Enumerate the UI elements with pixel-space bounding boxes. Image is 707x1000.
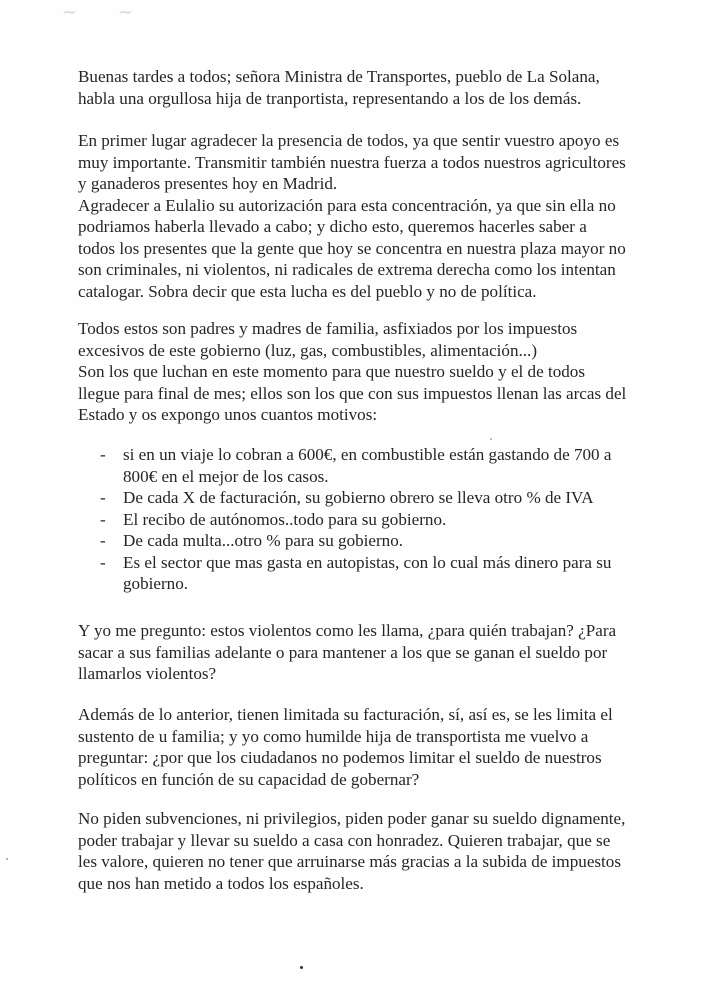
- text-line: si en un viaje lo cobran a 600€, en combustible están gastando de 700 a: [123, 445, 612, 464]
- paragraph-limits: [78, 704, 678, 790]
- text-line: son criminales, ni violentos, ni radicales de extrema derecha como los intentan: [78, 260, 616, 279]
- scan-artifact: ~: [118, 2, 134, 23]
- text-line: habla una orgullosa hija de tranportista, representando a los de los demás.: [78, 88, 582, 108]
- text-line: sacar a sus familias adelante o para mantener a los que se ganan el sueldo por: [78, 642, 608, 662]
- text-line: llegue para final de mes; ellos son los que con sus impuestos llenan las arcas del: [78, 383, 627, 403]
- text-line: El recibo de autónomos..todo para su gobierno.: [123, 509, 447, 529]
- text-line: les valore, quieren no tener que arruinarse más gracias a la subida de impuestos: [78, 852, 622, 871]
- scan-speck: [300, 966, 303, 969]
- paragraph-question: [78, 620, 678, 685]
- scan-artifact: ~: [62, 2, 78, 23]
- list-item: [100, 552, 660, 595]
- text-line: Agradecer a Eulalio su autorización para esta concentración, ya que sin ella no: [78, 195, 616, 215]
- scan-speck: [6, 858, 8, 860]
- list-item: [100, 509, 660, 531]
- text-line: y ganaderos presentes hoy en Madrid.: [78, 174, 338, 193]
- text-line: preguntar: ¿por que los ciudadanos no podemos limitar el sueldo de nuestros: [78, 748, 602, 767]
- text-line: 800€ en el mejor de los casos.: [123, 466, 329, 486]
- text-line: llamarlos violentos?: [78, 664, 217, 683]
- bullet-dash: -: [100, 531, 106, 550]
- list-item: [100, 444, 660, 487]
- text-line: excesivos de este gobierno (luz, gas, combustibles, alimentación...): [78, 340, 538, 360]
- text-line: De cada multa...otro % para su gobierno.: [123, 531, 404, 550]
- text-line: todos los presentes que la gente que hoy se concentra en nuestra plaza mayor no: [78, 238, 626, 258]
- text-line: No piden subvenciones, ni privilegios, piden poder ganar su sueldo dignamente,: [78, 809, 626, 828]
- bullet-dash: -: [100, 445, 106, 464]
- bullet-dash: -: [100, 488, 106, 507]
- paragraph-thanks: [78, 130, 678, 302]
- paragraph-closing: [78, 808, 678, 894]
- text-line: De cada X de facturación, su gobierno obrero se lleva otro % de IVA: [123, 488, 594, 507]
- text-line: Además de lo anterior, tienen limitada su facturación, sí, así es, se les limita el: [78, 705, 613, 724]
- text-line: Buenas tardes a todos; señora Ministra de Transportes, pueblo de La Solana,: [78, 67, 600, 86]
- text-line: que nos han metido a todos los españoles.: [78, 873, 364, 893]
- text-line: En primer lugar agradecer la presencia de todos, ya que sentir vuestro apoyo es: [78, 131, 620, 150]
- list-item: [100, 487, 660, 509]
- text-line: Son los que luchan en este momento para que nuestro sueldo y el de todos: [78, 362, 586, 381]
- text-line: Estado y os expongo unos cuantos motivos:: [78, 405, 378, 424]
- text-line: Es el sector que mas gasta en autopistas, con lo cual más dinero para su: [123, 552, 612, 572]
- bullet-dash: -: [100, 509, 106, 529]
- text-line: podriamos haberla llevado a cabo; y dicho esto, queremos hacerles saber a: [78, 217, 587, 236]
- text-line: Y yo me pregunto: estos violentos como les llama, ¿para quién trabajan? ¿Para: [78, 621, 617, 640]
- reasons-list: [100, 444, 660, 595]
- text-line: muy importante. Transmitir también nuestra fuerza a todos nuestros agricultores: [78, 152, 626, 172]
- text-line: poder trabajar y llevar su sueldo a casa con honradez. Quieren trabajar, que se: [78, 830, 611, 850]
- paragraph-greeting: [78, 66, 678, 109]
- text-line: catalogar. Sobra decir que esta lucha es del pueblo y no de política.: [78, 281, 537, 301]
- bullet-dash: -: [100, 552, 106, 572]
- text-line: Todos estos son padres y madres de familia, asfixiados por los impuestos: [78, 319, 578, 338]
- text-line: políticos en función de su capacidad de gobernar?: [78, 769, 420, 789]
- list-item: [100, 530, 660, 552]
- text-line: sustento de u familia; y yo como humilde hija de transportista me vuelvo a: [78, 726, 589, 746]
- paragraph-families: [78, 318, 678, 426]
- text-line: gobierno.: [123, 574, 189, 593]
- scan-speck: [490, 438, 492, 440]
